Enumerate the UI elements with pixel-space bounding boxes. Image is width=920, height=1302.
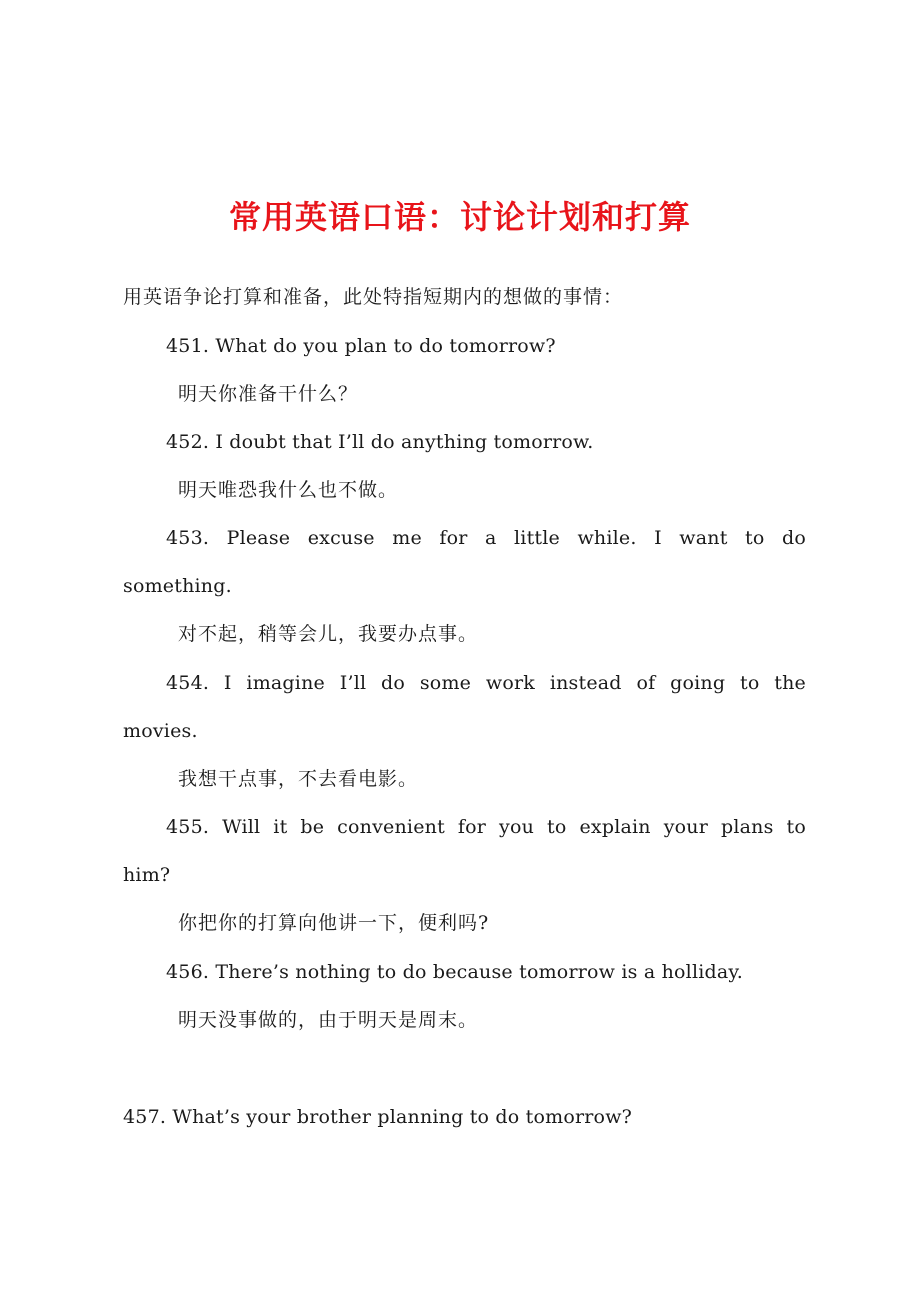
document-title: 常用英语口语：讨论计划和打算 <box>228 198 691 236</box>
phrase-456-english: 456. There’s nothing to do because tomorrow is a holliday. <box>166 961 744 983</box>
phrase-453-english-line1: 453. Please excuse me for a little while. I want to do <box>166 527 806 549</box>
intro-paragraph: 用英语争论打算和准备，此处特指短期内的想做的事情： <box>123 286 624 308</box>
phrase-454-chinese: 我想干点事，不去看电影。 <box>178 768 419 790</box>
phrase-451-english: 451. What do you plan to do tomorrow? <box>166 335 556 357</box>
phrase-453-chinese: 对不起，稍等会儿，我要办点事。 <box>178 623 479 645</box>
phrase-453-english-line2: something. <box>123 575 232 597</box>
phrase-455-chinese: 你把你的打算向他讲一下，便利吗? <box>178 912 490 934</box>
phrase-457-english: 457. What’s your brother planning to do tomorrow? <box>123 1106 633 1128</box>
phrase-452-chinese: 明天唯恐我什么也不做。 <box>178 479 399 501</box>
phrase-454-english-line2: movies. <box>123 720 198 742</box>
phrase-454-english-line1: 454. I imagine I’ll do some work instead of going to the <box>166 672 806 694</box>
phrase-452-english: 452. I doubt that I’ll do anything tomorrow. <box>166 431 594 453</box>
phrase-456-chinese: 明天没事做的，由于明天是周末。 <box>178 1009 479 1031</box>
phrase-455-english-line2: him? <box>123 864 171 886</box>
phrase-455-english-line1: 455. Will it be convenient for you to explain your plans to <box>166 816 806 838</box>
phrase-451-chinese: 明天你准备干什么？ <box>178 383 359 405</box>
